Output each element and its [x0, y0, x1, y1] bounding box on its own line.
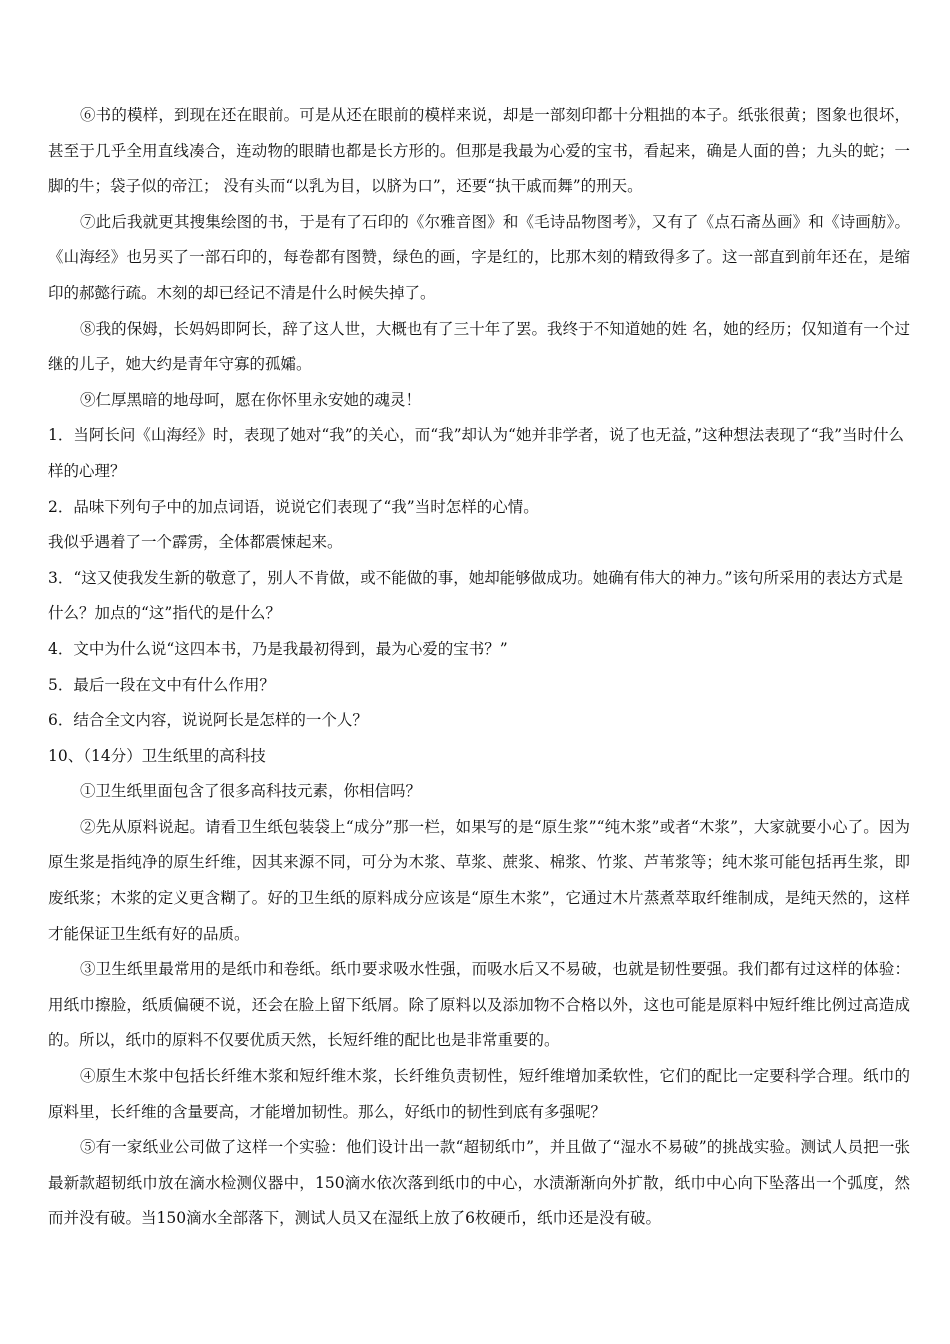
question-2: 2．品味下列句子中的加点词语，说说它们表现了“我”当时怎样的心情。	[48, 497, 539, 516]
section-10-paragraph-2: ②先从原料说起。请看卫生纸包装袋上“成分”那一栏，如果写的是“原生浆”“纯木浆”或者“木浆”，大家就要小心了。因为原生浆是指纯净的原生纤维，因其来源不同，可分为木浆、草浆、蔗浆、棉浆、竹浆、芦苇浆等；纯木浆可能包括再生浆，即废纸浆；木浆的定义更含糊了。好的卫生纸的原料成分应该是“原生木浆”，它通过木片蒸煮萃取纤维制成，是纯天然的，这样才能保证卫生纸有好的品质。	[48, 817, 910, 943]
question-5: 5．最后一段在文中有什么作用？	[48, 675, 275, 694]
section-10-paragraph-1: ①卫生纸里面包含了很多高科技元素，你相信吗？	[80, 782, 422, 801]
passage-paragraph-9: ⑨仁厚黑暗的地母呵，愿在你怀里永安她的魂灵！	[80, 390, 422, 409]
section-10-paragraph-5: ⑤有一家纸业公司做了这样一个实验：他们设计出一款“超韧纸巾”，并且做了“湿水不易破”的挑战实验。测试人员把一张最新款超韧纸巾放在滴水检测仪器中，150滴水依次落到纸巾的中心，水渍渐渐向外扩散，纸巾中心向下坠落出一个弧度，然而并没有破。当150滴水全部落下，测试人员又在湿纸上放了6枚硬币，纸巾还是没有破。	[48, 1138, 910, 1228]
question-6: 6．结合全文内容，说说阿长是怎样的一个人？	[48, 711, 368, 730]
section-10-paragraph-3: ③卫生纸里最常用的是纸巾和卷纸。纸巾要求吸水性强，而吸水后又不易破，也就是韧性要强。我们都有过这样的体验：用纸巾擦脸，纸质偏硬不说，还会在脸上留下纸屑。除了原料以及添加物不合格以外，这也可能是原料中短纤维比例过高造成的。所以，纸巾的原料不仅要优质天然，长短纤维的配比也是非常重要的。	[48, 960, 910, 1050]
passage-paragraph-6: ⑥书的模样，到现在还在眼前。可是从还在眼前的模样来说，却是一部刻印都十分粗拙的本子。纸张很黄；图象也很坏，甚至于几乎全用直线凑合，连动物的眼睛也都是长方形的。但那是我最为心爱的宝书，看起来，确是人面的兽；九头的蛇；一脚的牛；袋子似的帝江； 没有头而“以乳为目，以脐为口”，还要“执干戚而舞”的刑天。	[48, 106, 910, 196]
question-1: 1．当阿长问《山海经》时，表现了她对“我”的关心，而“我”却认为“她并非学者，说了也无益，”这种想法表现了“我”当时什么样的心理？	[48, 426, 905, 480]
document-page	[48, 98, 910, 1237]
passage-paragraph-7: ⑦此后我就更其搜集绘图的书，于是有了石印的《尔雅音图》和《毛诗品物图考》，又有了《点石斋丛画》和《诗画舫》。《山海经》也另买了一部石印的，每卷都有图赞，绿色的画，字是红的，比那木刻的精致得多了。这一部直到前年还在，是缩印的郝懿行疏。木刻的却已经记不清是什么时候失掉了。	[48, 212, 910, 302]
question-3: 3．“这又使我发生新的敬意了，别人不肯做，或不能做的事，她却能够做成功。她确有伟大的神力。”该句所采用的表达方式是什么？加点的“这”指代的是什么？	[48, 568, 903, 623]
question-4: 4．文中为什么说“这四本书，乃是我最初得到，最为心爱的宝书？”	[48, 639, 508, 658]
question-2-quote: 我似乎遇着了一个霹雳，全体都震悚起来。	[48, 533, 343, 552]
section-10-heading: 10、（14分）卫生纸里的高科技	[48, 746, 266, 765]
section-10-paragraph-4: ④原生木浆中包括长纤维木浆和短纤维木浆，长纤维负责韧性，短纤维增加柔软性，它们的配比一定要科学合理。纸巾的原料里，长纤维的含量要高，才能增加韧性。那么，好纸巾的韧性到底有多强呢？	[48, 1067, 910, 1121]
passage-paragraph-8: ⑧我的保姆，长妈妈即阿长，辞了这人世，大概也有了三十年了罢。我终于不知道她的姓 名，她的经历；仅知道有一个过继的儿子，她大约是青年守寡的孤孀。	[48, 319, 910, 374]
